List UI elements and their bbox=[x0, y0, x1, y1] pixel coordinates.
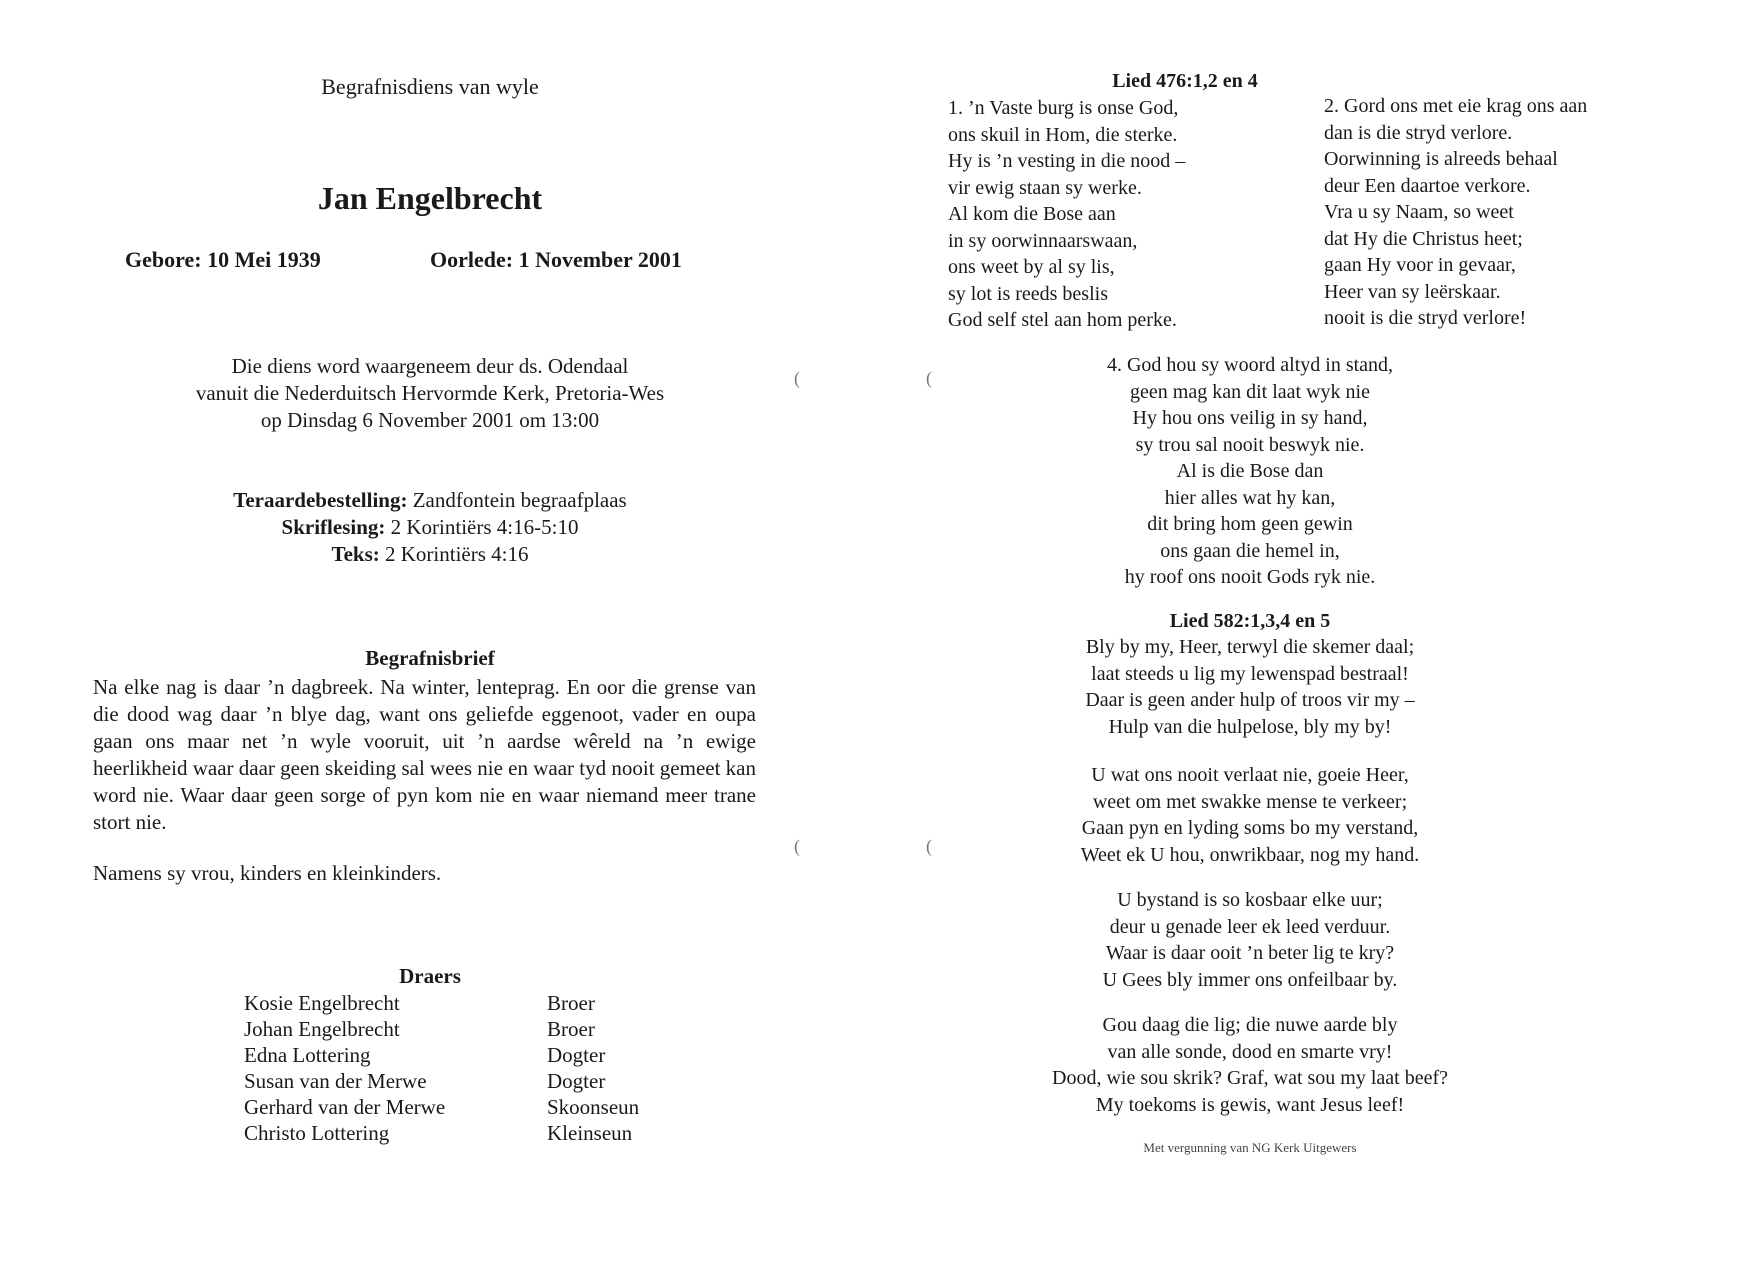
hymn-582-stanza-1 bbox=[900, 634, 1600, 740]
right-page bbox=[900, 0, 1744, 1275]
verse-line: Hy hou ons veilig in sy hand, bbox=[1132, 407, 1368, 429]
verse-line: nooit is die stryd verlore! bbox=[1324, 307, 1527, 329]
verse-line: Al kom die Bose aan bbox=[948, 203, 1116, 225]
pallbearer-relation: Skoonseun bbox=[547, 1095, 640, 1119]
reading-line bbox=[0, 514, 860, 541]
hymn-582-title: Lied 582:1,3,4 en 5 bbox=[1169, 610, 1331, 632]
left-page bbox=[0, 0, 860, 1275]
verse-line: in sy oorwinnaarswaan, bbox=[948, 229, 1138, 252]
verse-line: ons gaan die hemel in, bbox=[1160, 539, 1340, 562]
verse-line: sy lot is reeds beslis bbox=[948, 282, 1108, 305]
burial-line bbox=[0, 487, 860, 514]
fold-mark: ( bbox=[794, 368, 800, 388]
verse-line: God self stel aan hom perke. bbox=[948, 309, 1177, 331]
verse-line: Daar is geen ander hulp of troos vir my – bbox=[1085, 689, 1415, 711]
verse-line: Gou daag die lig; die nuwe aarde bly bbox=[1102, 1014, 1398, 1036]
verse-line: gaan Hy voor in gevaar, bbox=[1324, 254, 1516, 276]
verse-line: deur Een daartoe verkore. bbox=[1324, 174, 1531, 197]
verse-line: U Gees bly immer ons onfeilbaar by. bbox=[1102, 968, 1398, 991]
deceased-name: Jan Engelbrecht bbox=[317, 180, 543, 216]
verse-line: dat Hy die Christus heet; bbox=[1324, 227, 1523, 250]
burial-label: Teraardebestelling: bbox=[233, 488, 408, 512]
verse-line: dan is die stryd verlore. bbox=[1324, 121, 1513, 144]
burial-details bbox=[0, 487, 860, 568]
permission-note: Met vergunning van NG Kerk Uitgewers bbox=[1143, 1140, 1357, 1155]
pallbearer-name: Christo Lottering bbox=[244, 1121, 390, 1145]
service-line: op Dinsdag 6 November 2001 om 13:00 bbox=[260, 408, 600, 432]
letter-signoff: Namens sy vrou, kinders en kleinkinders. bbox=[93, 861, 442, 885]
text-label: Teks: bbox=[331, 542, 380, 566]
hymn-476-verse-2 bbox=[1324, 93, 1587, 332]
hymn-476-verse-1 bbox=[948, 95, 1185, 334]
pallbearer-relation: Dogter bbox=[547, 1069, 606, 1093]
verse-line: My toekoms is gewis, want Jesus leef! bbox=[1095, 1093, 1405, 1116]
verse-line: hier alles wat hy kan, bbox=[1164, 486, 1336, 509]
pallbearer-row bbox=[244, 1120, 639, 1146]
pallbearers-title: Draers bbox=[399, 964, 461, 988]
verse-line: van alle sonde, dood en smarte vry! bbox=[1107, 1040, 1393, 1063]
fold-mark: ( bbox=[926, 836, 932, 856]
verse-line: U wat ons nooit verlaat nie, goeie Heer, bbox=[1091, 764, 1409, 786]
verse-line: Al is die Bose dan bbox=[1176, 460, 1324, 482]
verse-line: ons skuil in Hom, die sterke. bbox=[948, 123, 1178, 146]
hymn-476-verse-4 bbox=[900, 352, 1600, 591]
verse-line: hy roof ons nooit Gods ryk nie. bbox=[1124, 566, 1376, 588]
verse-line: Gaan pyn en lyding soms bo my verstand, bbox=[1081, 817, 1419, 839]
verse-line: Bly by my, Heer, terwyl die skemer daal; bbox=[1085, 636, 1415, 658]
verse-line: dit bring hom geen gewin bbox=[1147, 513, 1353, 535]
pallbearer-relation: Dogter bbox=[547, 1043, 606, 1067]
hymn-582-stanza-4 bbox=[900, 887, 1600, 993]
verse-line: Waar is daar ooit ’n beter lig te kry? bbox=[1105, 942, 1395, 964]
pallbearer-name: Johan Engelbrecht bbox=[244, 1017, 400, 1041]
letter-body: Na elke nag is daar ’n dagbreek. Na winter, lenteprag. En oor die grense van die dood wag daar ’n blye dag, want ons geliefde eggenoot, vader en oupa gaan ons maar net ’n wyle vooruit, uit ’n aardse wêreld na ’n ewige heerlikheid waar daar geen skeiding sal wees nie en waar tyd nooit gemeet kan word nie. Waar daar geen sorge of pyn kom nie en waar niemand meer trane stort nie. bbox=[93, 675, 756, 834]
hymn-582-stanza-5 bbox=[900, 1012, 1600, 1118]
verse-line: sy trou sal nooit beswyk nie. bbox=[1135, 433, 1365, 456]
pallbearer-relation: Broer bbox=[547, 1017, 595, 1041]
pallbearer-name: Gerhard van der Merwe bbox=[244, 1095, 446, 1119]
death-date: Oorlede: 1 November 2001 bbox=[430, 247, 682, 272]
verse-line: ons weet by al sy lis, bbox=[948, 256, 1115, 278]
verse-line: U bystand is so kosbaar elke uur; bbox=[1117, 889, 1383, 911]
pallbearer-row bbox=[244, 990, 639, 1016]
letter-title: Begrafnisbrief bbox=[365, 646, 495, 670]
text-line bbox=[0, 541, 860, 568]
verse-line: Hulp van die hulpelose, bly my by! bbox=[1108, 715, 1392, 738]
reading-value: 2 Korintiërs 4:16-5:10 bbox=[385, 515, 579, 539]
pallbearer-name: Kosie Engelbrecht bbox=[244, 991, 400, 1015]
verse-line: vir ewig staan sy werke. bbox=[948, 176, 1142, 199]
verse-line: Oorwinning is alreeds behaal bbox=[1324, 148, 1558, 170]
verse-line: Dood, wie sou skrik? Graf, wat sou my laat beef? bbox=[1052, 1067, 1448, 1089]
pallbearer-relation: Kleinseun bbox=[547, 1121, 633, 1145]
verse-line: laat steeds u lig my lewenspad bestraal! bbox=[1091, 662, 1409, 685]
verse-line: Heer van sy leërskaar. bbox=[1324, 280, 1501, 303]
verse-line: 1. ’n Vaste burg is onse God, bbox=[948, 97, 1179, 119]
reading-label: Skriflesing: bbox=[281, 515, 386, 539]
hymn-476-title: Lied 476:1,2 en 4 bbox=[1112, 70, 1258, 92]
verse-line: Vra u sy Naam, so weet bbox=[1324, 201, 1514, 223]
verse-line: Hy is ’n vesting in die nood – bbox=[948, 150, 1186, 172]
pallbearer-row bbox=[244, 1068, 639, 1094]
text-value: 2 Korintiërs 4:16 bbox=[379, 542, 529, 566]
service-heading: Begrafnisdiens van wyle bbox=[321, 74, 539, 99]
verse-line: 4. God hou sy woord altyd in stand, bbox=[1106, 354, 1394, 376]
verse-line: 2. Gord ons met eie krag ons aan bbox=[1324, 95, 1588, 117]
verse-line: Weet ek U hou, onwrikbaar, nog my hand. bbox=[1080, 843, 1420, 866]
pallbearer-row bbox=[244, 1016, 639, 1042]
service-details bbox=[0, 353, 860, 434]
pallbearer-row bbox=[244, 1042, 639, 1068]
verse-line: weet om met swakke mense te verkeer; bbox=[1092, 790, 1408, 813]
pallbearer-name: Susan van der Merwe bbox=[244, 1069, 427, 1093]
fold-mark: ( bbox=[926, 368, 932, 388]
fold-mark: ( bbox=[794, 836, 800, 856]
verse-line: geen mag kan dit laat wyk nie bbox=[1130, 380, 1370, 403]
hymn-582-stanza-3 bbox=[900, 762, 1600, 868]
pallbearer-relation: Broer bbox=[547, 991, 595, 1015]
pallbearer-row bbox=[244, 1094, 639, 1120]
pallbearer-name: Edna Lottering bbox=[244, 1043, 371, 1067]
service-line: Die diens word waargeneem deur ds. Odendaal bbox=[231, 354, 629, 378]
pallbearers-list bbox=[244, 990, 639, 1146]
verse-line: deur u genade leer ek leed verduur. bbox=[1109, 915, 1391, 938]
service-line: vanuit die Nederduitsch Hervormde Kerk, Pretoria-Wes bbox=[195, 381, 665, 405]
burial-value: Zandfontein begraafplaas bbox=[407, 488, 627, 512]
birth-date: Gebore: 10 Mei 1939 bbox=[125, 247, 321, 272]
